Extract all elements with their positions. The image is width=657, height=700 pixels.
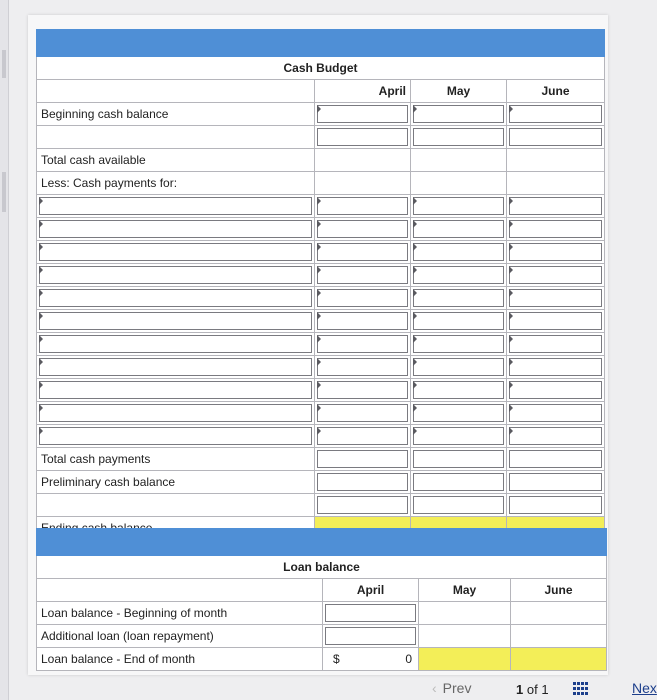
payment-row (37, 241, 605, 264)
payment-may-input[interactable] (411, 264, 507, 287)
payment-row (37, 264, 605, 287)
payment-june-input[interactable] (507, 195, 605, 218)
payment-may-input[interactable] (411, 356, 507, 379)
payment-april-input[interactable] (315, 195, 411, 218)
column-header-april: April (315, 80, 411, 103)
column-header-may: May (419, 579, 511, 602)
page-total: of 1 (526, 682, 549, 697)
payment-label-select[interactable] (37, 333, 315, 356)
table-row (37, 602, 607, 625)
total-available-may-cell (411, 149, 507, 172)
payment-june-input[interactable] (507, 379, 605, 402)
payment-label-select[interactable] (37, 425, 315, 448)
payment-june-input[interactable] (507, 402, 605, 425)
column-header-april: April (323, 579, 419, 602)
payment-june-input[interactable] (507, 356, 605, 379)
payment-row (37, 333, 605, 356)
payment-june-input[interactable] (507, 264, 605, 287)
beginning-cash-june-input[interactable] (507, 103, 605, 126)
payment-label-select[interactable] (37, 402, 315, 425)
beginning-cash-april-input[interactable] (315, 103, 411, 126)
loan-balance-table (36, 528, 607, 671)
payment-april-input[interactable] (315, 402, 411, 425)
loan-activity-june-input[interactable] (507, 494, 605, 517)
table-row (37, 126, 605, 149)
row-label-total-cash-available: Total cash available (37, 149, 315, 172)
payment-label-select[interactable] (37, 241, 315, 264)
column-header-june: June (511, 579, 607, 602)
preliminary-may-input[interactable] (411, 471, 507, 494)
total-payments-june-input[interactable] (507, 448, 605, 471)
total-available-june-cell (507, 149, 605, 172)
column-header-blank (37, 80, 315, 103)
payment-april-input[interactable] (315, 356, 411, 379)
loan-end-april-value: 0 (405, 652, 412, 666)
payment-row (37, 310, 605, 333)
table-header-band (37, 529, 607, 556)
cash-budget-title: Cash Budget (37, 57, 605, 80)
blank-cell (315, 172, 411, 195)
loan-beginning-may-cell (419, 602, 511, 625)
row-label-blank (37, 494, 315, 517)
row-label-loan-end: Loan balance - End of month (37, 648, 323, 671)
payment-may-input[interactable] (411, 310, 507, 333)
payment-april-input[interactable] (315, 241, 411, 264)
payment-april-input[interactable] (315, 333, 411, 356)
next-button[interactable]: Nex (632, 680, 657, 696)
beginning-cash-may-input[interactable] (411, 103, 507, 126)
loan-activity-april-input[interactable] (315, 494, 411, 517)
grid-view-icon[interactable] (573, 682, 589, 696)
payment-june-input[interactable] (507, 287, 605, 310)
additional-loan-may-cell (419, 625, 511, 648)
row-label-blank (37, 126, 315, 149)
table-row (37, 648, 607, 671)
payment-may-input[interactable] (411, 287, 507, 310)
blank-cell (411, 172, 507, 195)
table-row (37, 448, 605, 471)
payment-june-input[interactable] (507, 333, 605, 356)
table-row (37, 625, 607, 648)
column-header-may: May (411, 80, 507, 103)
currency-symbol: $ (333, 652, 340, 666)
prev-button[interactable] (432, 680, 471, 696)
payment-row (37, 379, 605, 402)
loan-end-april-cell (323, 648, 419, 671)
payment-may-input[interactable] (411, 425, 507, 448)
panel-tick (2, 172, 6, 212)
prev-label: Prev (442, 680, 472, 696)
blank-cell (507, 172, 605, 195)
loan-end-june-cell (511, 648, 607, 671)
payment-label-select[interactable] (37, 379, 315, 402)
payment-june-input[interactable] (507, 310, 605, 333)
cash-budget-table (36, 29, 605, 540)
total-payments-april-input[interactable] (315, 448, 411, 471)
loan-end-may-cell (419, 648, 511, 671)
row-label-total-cash-payments: Total cash payments (37, 448, 315, 471)
payment-may-input[interactable] (411, 195, 507, 218)
pagination-bar (0, 676, 657, 700)
table-row (37, 494, 605, 517)
table-row (37, 471, 605, 494)
payment-row (37, 356, 605, 379)
preliminary-april-input[interactable] (315, 471, 411, 494)
payment-april-input[interactable] (315, 218, 411, 241)
preliminary-june-input[interactable] (507, 471, 605, 494)
cash-receipts-june-input[interactable] (507, 126, 605, 149)
additional-loan-april-input[interactable] (323, 625, 419, 648)
loan-beginning-june-cell (511, 602, 607, 625)
current-page: 1 (516, 682, 524, 697)
total-payments-may-input[interactable] (411, 448, 507, 471)
payment-april-input[interactable] (315, 379, 411, 402)
loan-balance-title: Loan balance (37, 556, 607, 579)
payment-label-select[interactable] (37, 195, 315, 218)
chevron-left-icon: ‹ (432, 680, 437, 696)
payment-may-input[interactable] (411, 402, 507, 425)
payment-june-input[interactable] (507, 425, 605, 448)
total-available-april-cell (315, 149, 411, 172)
cash-receipts-april-input[interactable] (315, 126, 411, 149)
row-label-preliminary-cash: Preliminary cash balance (37, 471, 315, 494)
payment-may-input[interactable] (411, 379, 507, 402)
loan-beginning-april-input[interactable] (323, 602, 419, 625)
payment-row (37, 425, 605, 448)
payment-row (37, 287, 605, 310)
payment-label-select[interactable] (37, 356, 315, 379)
loan-activity-may-input[interactable] (411, 494, 507, 517)
worksheet (28, 15, 608, 675)
payment-april-input[interactable] (315, 310, 411, 333)
payment-label-select[interactable] (37, 218, 315, 241)
payment-may-input[interactable] (411, 218, 507, 241)
payment-row (37, 218, 605, 241)
table-row (37, 103, 605, 126)
page-indicator (516, 682, 549, 697)
row-label-additional-loan: Additional loan (loan repayment) (37, 625, 323, 648)
payment-june-input[interactable] (507, 218, 605, 241)
payment-may-input[interactable] (411, 241, 507, 264)
payment-label-select[interactable] (37, 287, 315, 310)
payment-may-input[interactable] (411, 333, 507, 356)
table-header-band (37, 30, 605, 57)
table-row (37, 149, 605, 172)
payment-june-input[interactable] (507, 241, 605, 264)
left-panel-edge (0, 0, 9, 700)
cash-receipts-may-input[interactable] (411, 126, 507, 149)
additional-loan-june-cell (511, 625, 607, 648)
payment-label-select[interactable] (37, 264, 315, 287)
row-label-beginning-cash: Beginning cash balance (37, 103, 315, 126)
payment-april-input[interactable] (315, 264, 411, 287)
column-header-blank (37, 579, 323, 602)
panel-tick (2, 50, 6, 78)
payment-april-input[interactable] (315, 425, 411, 448)
payment-row (37, 195, 605, 218)
payment-label-select[interactable] (37, 310, 315, 333)
row-label-less-cash-payments: Less: Cash payments for: (37, 172, 315, 195)
table-row (37, 172, 605, 195)
payment-row (37, 402, 605, 425)
column-header-june: June (507, 80, 605, 103)
payment-april-input[interactable] (315, 287, 411, 310)
row-label-loan-beginning: Loan balance - Beginning of month (37, 602, 323, 625)
